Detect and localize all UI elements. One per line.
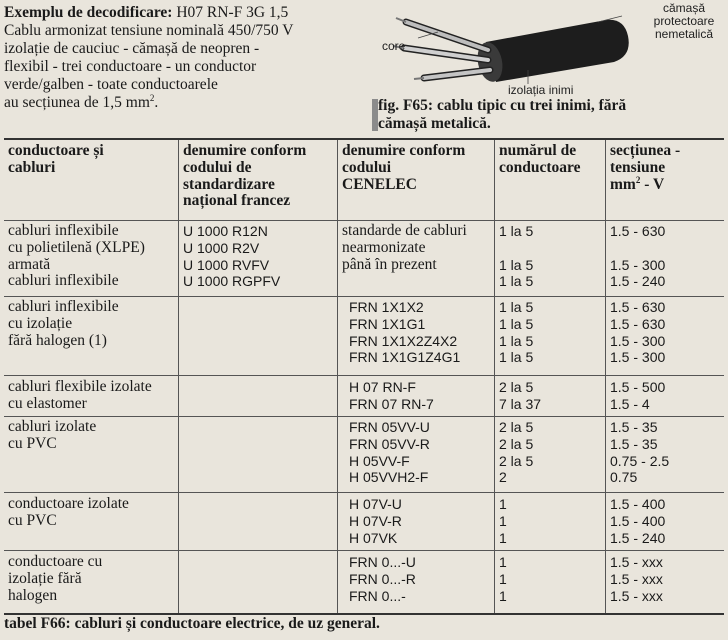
intro-code: H07 RN-F 3G 1,5 xyxy=(176,4,289,21)
label-jacket-line-1: cămașă xyxy=(662,1,706,15)
group-2-type: cabluri inflexibile cu izolație fără halogen (1) xyxy=(8,298,119,349)
group-3-section: 1.5 - 500 1.5 - 4 xyxy=(610,379,666,412)
group-1-french-codes: U 1000 R12N U 1000 R2V U 1000 RVFV U 1000 RGPFV xyxy=(183,223,281,290)
row-divider xyxy=(4,416,724,417)
group-2-count: 1 la 5 1 la 5 1 la 5 1 la 5 xyxy=(499,299,534,366)
intro-line-2: Cablu armonizat tensiune nominală 450/750 V xyxy=(4,22,294,39)
column-divider xyxy=(178,140,179,613)
row-divider xyxy=(4,375,724,376)
table-caption: tabel F66: cabluri și conductoare electrice, de uz general. xyxy=(4,615,380,632)
group-5-section: 1.5 - 400 1.5 - 400 1.5 - 240 xyxy=(610,496,666,546)
group-6-type: conductoare cu izolație fără halogen xyxy=(8,553,103,604)
row-divider xyxy=(4,550,724,551)
group-1-type: cabluri inflexibile cu polietilenă (XLPE) armată cabluri inflexibile xyxy=(8,222,145,290)
group-1-count: 1 la 5 1 la 5 1 la 5 xyxy=(499,223,534,290)
group-3-cenelec: H 07 RN-F FRN 07 RN-7 xyxy=(349,379,434,412)
header-cenelec-code: denumire conform codului CENELEC xyxy=(342,142,466,193)
intro-heading: Exemplu de decodificare: xyxy=(4,4,173,21)
cable-figure xyxy=(378,0,728,100)
row-divider xyxy=(4,296,724,297)
group-5-count: 1 1 1 xyxy=(499,496,507,546)
group-1-section: 1.5 - 630 1.5 - 300 1.5 - 240 xyxy=(610,223,666,290)
label-jacket xyxy=(640,2,728,41)
group-6-cenelec: FRN 0...-U FRN 0...-R FRN 0...- xyxy=(349,554,416,604)
caption-marker xyxy=(372,99,378,131)
label-jacket-line-3: nemetalică xyxy=(654,27,714,41)
group-4-type: cabluri izolate cu PVC xyxy=(8,418,97,452)
intro-line-1 xyxy=(4,4,376,22)
intro-line-5: verde/galben - toate conductoarele xyxy=(4,76,218,93)
label-insulation: izolația inimi xyxy=(508,83,574,97)
intro-line-3: izolație de cauciuc - cămașă de neopren - xyxy=(4,40,260,57)
group-6-section: 1.5 - xxx 1.5 - xxx 1.5 - xxx xyxy=(610,554,663,604)
label-core: core xyxy=(382,39,406,53)
header-conductors: conductoare și cabluri xyxy=(8,142,104,176)
intro-block xyxy=(4,4,376,112)
group-4-cenelec: FRN 05VV-U FRN 05VV-R H 05VV-F H 05VVH2-F xyxy=(349,419,430,486)
intro-line-6-text: au secțiunea de 1,5 mm xyxy=(4,94,150,111)
cable-table xyxy=(4,138,724,615)
caption-line-2: cămașă metalică. xyxy=(378,115,491,132)
caption-line-1: fig. F65: cablu tipic cu trei inimi, fără xyxy=(378,97,627,114)
group-3-count: 2 la 5 7 la 37 xyxy=(499,379,542,412)
group-2-section: 1.5 - 630 1.5 - 630 1.5 - 300 1.5 - 300 xyxy=(610,299,666,366)
header-divider xyxy=(4,220,724,221)
group-6-count: 1 1 1 xyxy=(499,554,507,604)
header-section-voltage: secțiunea - tensiune $mm^2$ - V xyxy=(610,142,681,193)
group-4-count: 2 la 5 2 la 5 2 la 5 2 xyxy=(499,419,534,486)
row-divider xyxy=(4,492,724,493)
group-1-cenelec: standarde de cabluri nearmonizate până în prezent xyxy=(342,222,467,273)
column-divider xyxy=(337,140,338,613)
column-divider xyxy=(494,140,495,613)
intro-line-6-end: . xyxy=(154,94,159,111)
figure-caption xyxy=(378,97,726,133)
header-french-code: denumire conform codului de standardizare național francez xyxy=(183,142,307,210)
group-5-type: conductoare izolate cu PVC xyxy=(8,495,129,529)
group-5-cenelec: H 07V-U H 07V-R H 07VK xyxy=(349,496,402,546)
group-2-cenelec: FRN 1X1X2 FRN 1X1G1 FRN 1X1X2Z4X2 FRN 1X1G1Z4G1 xyxy=(349,299,461,366)
intro-line-6 xyxy=(4,94,376,112)
group-3-type: cabluri flexibile izolate cu elastomer xyxy=(8,378,152,412)
column-divider xyxy=(605,140,606,613)
intro-line-4: flexibil - trei conductoare - un conductor xyxy=(4,58,257,75)
group-4-section: 1.5 - 35 1.5 - 35 0.75 - 2.5 0.75 xyxy=(610,419,670,486)
header-conductor-count: numărul de conductoare xyxy=(499,142,581,176)
label-jacket-line-2: protectoare xyxy=(653,14,715,28)
intro-superscript: 2 xyxy=(149,93,155,103)
